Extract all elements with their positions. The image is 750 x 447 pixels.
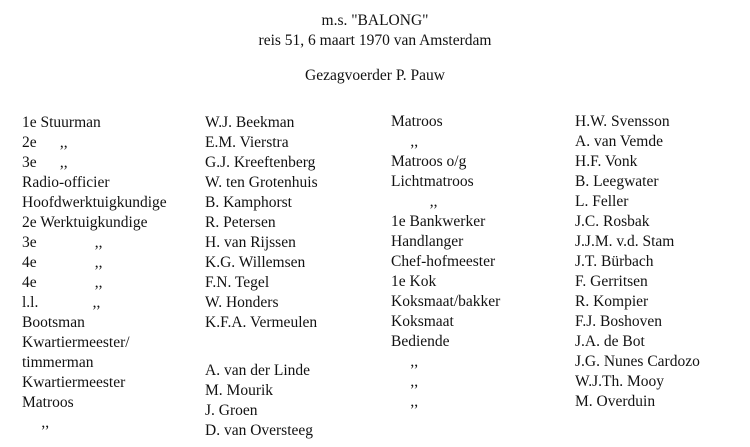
crew-member-name: H.F. Vonk — [575, 153, 638, 170]
crew-member-name: W. ten Grotenhuis — [205, 174, 318, 191]
crew-rank: 3e ,, — [22, 234, 103, 251]
crew-rank: 1e Kok — [391, 273, 437, 290]
crew-member-name: D. van Oversteeg — [205, 422, 314, 439]
crew-rank: Hoofdwerktuigkundige — [22, 194, 167, 211]
crew-member-name: W. Honders — [205, 294, 279, 311]
crew-member-name: E.M. Vierstra — [205, 134, 289, 151]
crew-rank: 3e ,, — [22, 154, 68, 171]
crew-member-name: W.J.Th. Mooy — [575, 373, 664, 390]
crew-rank: Handlanger — [391, 233, 464, 250]
crew-member-name: K.F.A. Vermeulen — [205, 314, 318, 331]
crew-member-name: J.A. de Bot — [575, 333, 645, 350]
crew-rank: Bootsman — [22, 314, 85, 331]
crew-member-name: J.C. Rosbak — [575, 213, 650, 230]
crew-rank: Koksmaat/bakker — [391, 293, 501, 310]
crew-member-name: A. van Vemde — [575, 133, 663, 150]
crew-rank: timmerman — [22, 354, 94, 371]
crew-rank: Chef-hofmeester — [391, 253, 496, 270]
crew-rank: ,, — [391, 393, 419, 410]
crew-member-name: M. Mourik — [205, 382, 274, 399]
crew-member-name: L. Feller — [575, 193, 629, 210]
crew-rank: Matroos o/g — [391, 153, 467, 170]
crew-member-name: A. van der Linde — [205, 362, 311, 379]
crew-member-name: J.J.M. v.d. Stam — [575, 233, 675, 250]
crew-member-name: J.G. Nunes Cardozo — [575, 353, 700, 370]
crew-rank: Bediende — [391, 333, 450, 350]
crew-member-name: B. Kamphorst — [205, 194, 292, 211]
crew-member-name: W.J. Beekman — [205, 114, 295, 131]
crew-member-name: R. Petersen — [205, 214, 276, 231]
crew-rank: ,, — [391, 133, 419, 150]
crew-rank: 2e ,, — [22, 134, 68, 151]
crew-rank: 4e ,, — [22, 274, 103, 291]
crew-member-name: F. Gerritsen — [575, 273, 648, 290]
crew-rank: ,, — [391, 353, 419, 370]
crew-rank: Kwartiermeester — [22, 374, 126, 391]
crew-member-name: G.J. Kreeftenberg — [205, 154, 316, 171]
crew-rank: Matroos — [391, 113, 443, 130]
header-captain: Gezagvoerder P. Pauw — [305, 67, 445, 84]
crew-member-name: M. Overduin — [575, 393, 656, 410]
crew-rank: Matroos — [22, 394, 74, 411]
crew-member-name: H. van Rijssen — [205, 234, 296, 251]
crew-member-name: R. Kompier — [575, 293, 649, 310]
crew-rank: ,, — [391, 373, 419, 390]
crew-member-name: F.J. Boshoven — [575, 313, 663, 330]
crew-rank: Lichtmatroos — [391, 173, 474, 190]
crew-rank: ,, — [22, 414, 50, 431]
crew-rank: ,, — [391, 193, 438, 210]
crew-member-name: F.N. Tegel — [205, 274, 270, 291]
crew-rank: Kwartiermeester/ — [22, 334, 130, 351]
crew-rank: Koksmaat — [391, 313, 454, 330]
crew-member-name: H.W. Svensson — [575, 113, 670, 130]
crew-rank: 2e Werktuigkundige — [22, 214, 148, 231]
crew-member-name: J.T. Bürbach — [575, 253, 654, 270]
header-ship-name: m.s. "BALONG" — [321, 12, 429, 29]
crew-rank: 4e ,, — [22, 254, 103, 271]
crew-member-name: B. Leegwater — [575, 173, 659, 190]
header-voyage: reis 51, 6 maart 1970 van Amsterdam — [258, 32, 492, 49]
crew-rank: l.l. ,, — [22, 294, 101, 311]
crew-member-name: J. Groen — [205, 402, 258, 419]
crew-rank: Radio-officier — [22, 174, 110, 191]
crew-rank: 1e Stuurman — [22, 114, 101, 131]
crew-member-name: K.G. Willemsen — [205, 254, 306, 271]
crew-rank: 1e Bankwerker — [391, 213, 486, 230]
